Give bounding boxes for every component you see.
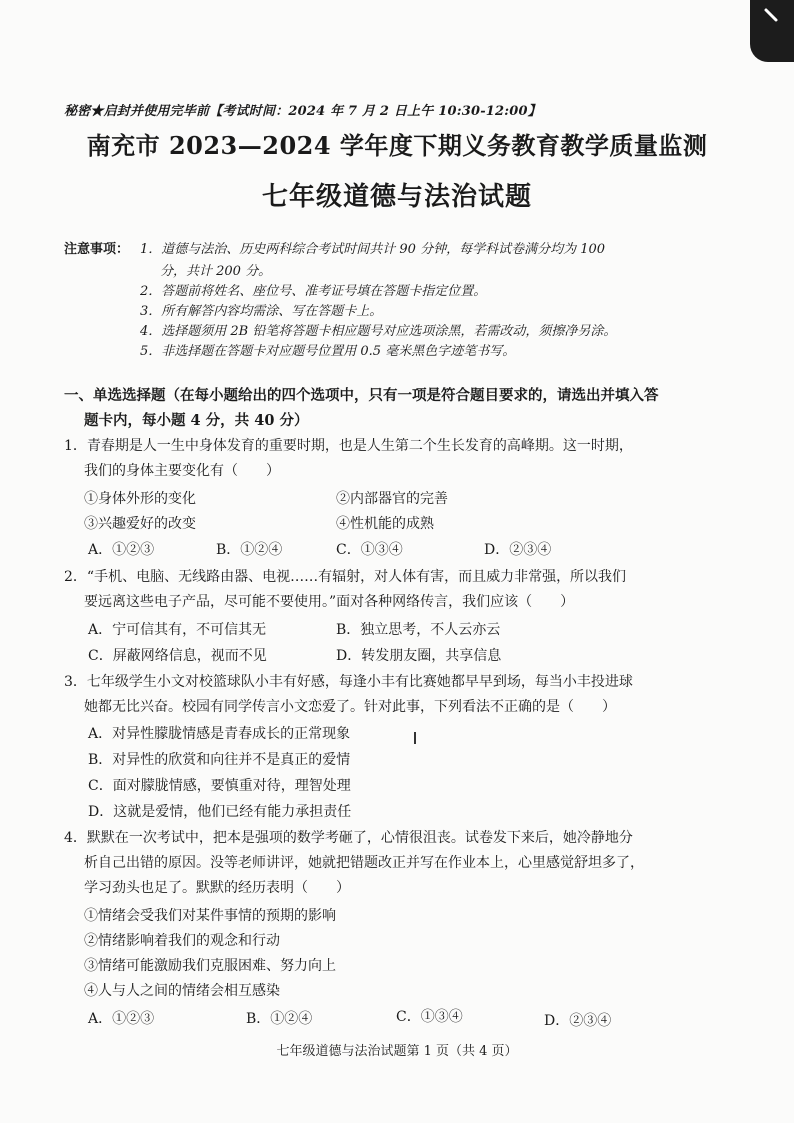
question-2-text: 要远离这些电子产品，尽可能不要使用。”面对各种网络传言，我们应该（ ）	[84, 594, 575, 610]
question-1-statement: ①身体外形的变化	[84, 491, 196, 507]
question-3-option-c[interactable]: C．面对朦胧情感，要慎重对待，理智处理	[88, 778, 351, 794]
exam-title-sub: 七年级道德与法治试题	[261, 182, 532, 212]
question-2-option-b[interactable]: B．独立思考，不人云亦云	[336, 622, 501, 638]
note-item: 2．答题前将姓名、座位号、准考证号填在答题卡指定位置。	[140, 284, 487, 299]
section-heading: 一、单选选择题（在每小题给出的四个选项中，只有一项是符合题目要求的，请选出并填入答	[64, 387, 659, 404]
question-1-option-d[interactable]: D．②③④	[484, 542, 552, 558]
chevron-icon	[762, 6, 782, 26]
note-item: 分，共计 200 分。	[160, 264, 272, 279]
section-heading-cont: 题卡内，每小题 4 分，共 40 分）	[84, 412, 309, 429]
question-2-option-a[interactable]: A．宁可信其有，不可信其无	[88, 622, 267, 638]
note-item: 5．非选择题在答题卡对应题号位置用 0.5 毫米黑色字迹笔书写。	[140, 344, 516, 359]
note-item: 3．所有解答内容均需涂、写在答题卡上。	[140, 304, 383, 319]
question-1-statement: ③兴趣爱好的改变	[84, 516, 196, 532]
question-2-text: 2．“手机、电脑、无线路由器、电视……有辐射，对人体有害，而且威力非常强，所以我们	[64, 569, 627, 585]
note-item: 1．道德与法治、历史两科综合考试时间共计 90 分钟，每学科试卷满分均为 100	[140, 242, 606, 257]
question-4-statement: ④人与人之间的情绪会相互感染	[84, 983, 280, 999]
question-3-text: 她都无比兴奋。校园有同学传言小文恋爱了。针对此事，下列看法不正确的是（ ）	[84, 699, 616, 715]
question-2-option-d[interactable]: D．转发朋友圈，共享信息	[336, 648, 502, 664]
question-4-text: 学习劲头也足了。默默的经历表明（ ）	[84, 880, 350, 896]
question-1-option-b[interactable]: B．①②④	[216, 542, 283, 558]
page-turn-button[interactable]	[750, 0, 794, 62]
question-1-text: 1．青春期是人一生中身体发育的重要时期，也是人生第二个生长发育的高峰期。这一时期，	[64, 438, 633, 454]
notes-label: 注意事项：	[64, 242, 130, 257]
question-1-statement: ④性机能的成熟	[336, 516, 434, 532]
question-4-option-d[interactable]: D．②③④	[544, 1013, 612, 1029]
question-4-option-b[interactable]: B．①②④	[246, 1011, 313, 1027]
question-4-option-a[interactable]: A．①②③	[88, 1011, 155, 1027]
question-4-statement: ②情绪影响着我们的观念和行动	[84, 933, 280, 949]
question-2-option-c[interactable]: C．屏蔽网络信息，视而不见	[88, 648, 267, 664]
question-3-option-a[interactable]: A．对异性朦胧情感是青春成长的正常现象	[88, 726, 351, 742]
exam-title-main: 南充市 2023—2024 学年度下期义务教育教学质量监测	[86, 131, 708, 160]
question-1-statement: ②内部器官的完善	[336, 491, 448, 507]
question-4-statement: ③情绪可能激励我们克服困难、努力向上	[84, 958, 336, 974]
question-3-option-b[interactable]: B．对异性的欣赏和向往并不是真正的爱情	[88, 752, 351, 768]
question-1-option-a[interactable]: A．①②③	[88, 542, 155, 558]
pen-mark	[414, 732, 416, 744]
question-4-statement: ①情绪会受我们对某件事情的预期的影响	[84, 908, 336, 924]
question-1-option-c[interactable]: C．①③④	[336, 542, 403, 558]
question-1-text: 我们的身体主要变化有（ ）	[84, 463, 280, 479]
page-footer: 七年级道德与法治试题第 1 页（共 4 页）	[276, 1044, 518, 1059]
question-3-option-d[interactable]: D．这就是爱情，他们已经有能力承担责任	[88, 804, 352, 820]
question-3-text: 3．七年级学生小文对校篮球队小丰有好感，每逢小丰有比赛她都早早到场，每当小丰投进球	[64, 674, 633, 690]
question-4-text: 4．默默在一次考试中，把本是强项的数学考砸了，心情很沮丧。试卷发下来后，她冷静地分	[64, 830, 633, 846]
question-4-option-c[interactable]: C．①③④	[396, 1009, 463, 1025]
question-4-text: 析自己出错的原因。没等老师讲评，她就把错题改正并写在作业本上，心里感觉舒坦多了，	[84, 855, 644, 871]
note-item: 4．选择题须用 2B 铅笔将答题卡相应题号对应选项涂黑，若需改动，须擦净另涂。	[140, 324, 617, 339]
secret-line: 秘密★启封并使用完毕前【考试时间：2024 年 7 月 2 日上午 10:30-12:00】	[64, 104, 541, 119]
